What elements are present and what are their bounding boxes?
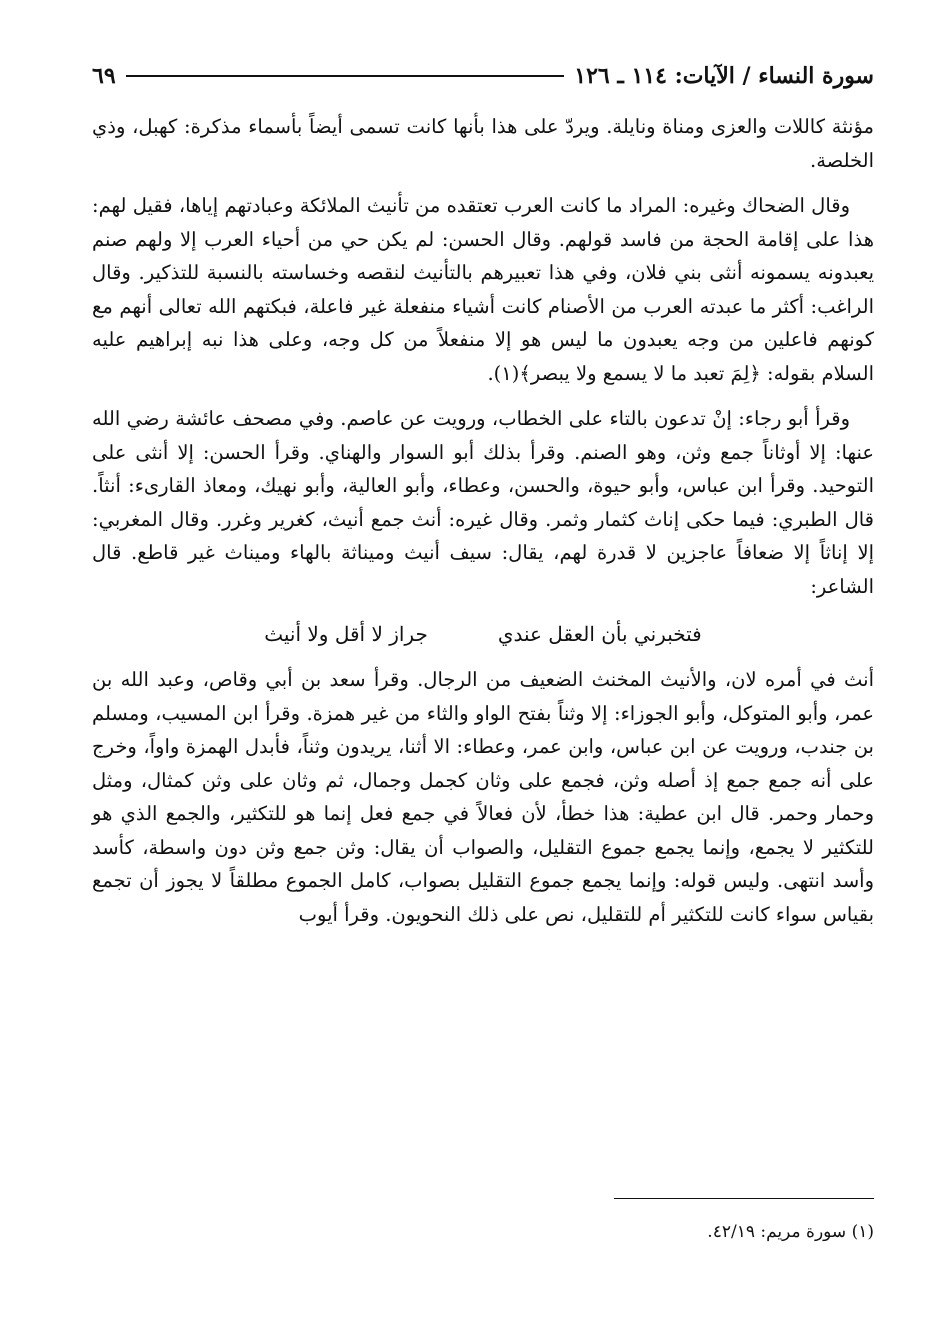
paragraph-1: مؤنثة كاللات والعزى ومناة ونايلة. ويردّ على هذا بأنها كانت تسمى أيضاً بأسماء مذكرة: كهبل، وذي الخلصة.	[92, 115, 874, 172]
header-title: سورة النساء / الآيات: ١١٤ ـ ١٢٦	[574, 63, 874, 89]
main-text	[92, 110, 874, 931]
running-header	[92, 58, 874, 94]
book-page	[92, 58, 874, 1318]
page-number: ٦٩	[92, 63, 116, 89]
paragraph-2: وقال الضحاك وغيره: المراد ما كانت العرب تعتقده من تأنيث الملائكة وعبادتهم إياها، فقيل لهم: هذا على إقامة الحجة من فاسد قولهم. وقال الحسن: لم يكن حي من أحياء العرب إلا ولهم صنم يعبدونه يسمونه أنثى بني فلان، وفي هذا تعبيرهم بالتأنيث لنقصه وخساسته بالنسبة للتذكير. وقال الراغب: أكثر ما عبدته العرب من الأصنام كانت أشياء منفعلة غير فاعلة، فبكتهم الله تعالى أنهم مع كونهم فاعلين من وجه يعبدون ما ليس هو إلا منفعلاً من كل وجه، وعلى هذا نبه إبراهيم عليه السلام بقوله: ﴿لِمَ تعبد ما لا يسمع ولا يبصر﴾(١).	[92, 194, 874, 385]
verse-first-hemistich: فتخبرني بأن العقل عندي	[497, 622, 702, 646]
header-rule	[126, 75, 565, 77]
paragraph-3: وقرأ أبو رجاء: إنْ تدعون بالتاء على الخطاب، ورويت عن عاصم. وفي مصحف عائشة رضي الله عنها: إلا أوثاناً جمع وثن، وهو الصنم. وقرأ بذلك أبو السوار والهناي. وقرأ الحسن: إلا أنثى على التوحيد. وقرأ ابن عباس، وأبو حيوة، والحسن، وعطاء، وأبو العالية، وأبو نهيك، ومعاذ القارىء: أنثاً. قال الطبري: فيما حكى إناث كثمار وثمر. وقال غيره: أنث جمع أنيث، كغرير وغرر. وقال المغربي: إلا إناثاً إلا ضعافاً عاجزين لا قدرة لهم، يقال: سيف أنيث وميناثة بالهاء وميناث غير قاطع. قال الشاعر:	[92, 407, 874, 598]
footnote-rule	[614, 1198, 874, 1199]
footnote: (١) سورة مريم: ٤٢/١٩.	[707, 1222, 874, 1242]
poetry-verse	[92, 615, 874, 653]
verse-second-hemistich: جراز لا أقل ولا أنيث	[264, 622, 428, 646]
paragraph-4: أنث في أمره لان، والأنيث المخنث الضعيف من الرجال. وقرأ سعد بن أبي وقاص، وعبد الله بن عمر، وأبو المتوكل، وأبو الجوزاء: إلا وثناً بفتح الواو والثاء من غير همزة. وقرأ ابن المسيب، ومسلم بن جندب، ورويت عن ابن عباس، وابن عمر، وعطاء: الا أثنا، يريدون وثناً، فأبدل الهمزة واواً، وخرج على أنه جمع جمع إذ أصله وثن، فجمع على وثان كجمل وجمال، ثم وثان على وثن كمثال، ومثل وحمار وحمر. قال ابن عطية: هذا خطأ، لأن فعالاً في جمع فعل إنما هو للتكثير، والجمع الذي هو للتكثير لا يجمع، وإنما يجمع جموع التقليل، والصواب أن يقال: وثن جمع وثن دون واسطة، كأسد وأسد انتهى. وليس قوله: وإنما يجمع جموع التقليل بصواب، كامل الجموع مطلقاً لا يجوز أن تجمع بقياس سواء كانت للتكثير أم للتقليل، نص على ذلك النحويون. وقرأ أيوب	[92, 668, 874, 926]
